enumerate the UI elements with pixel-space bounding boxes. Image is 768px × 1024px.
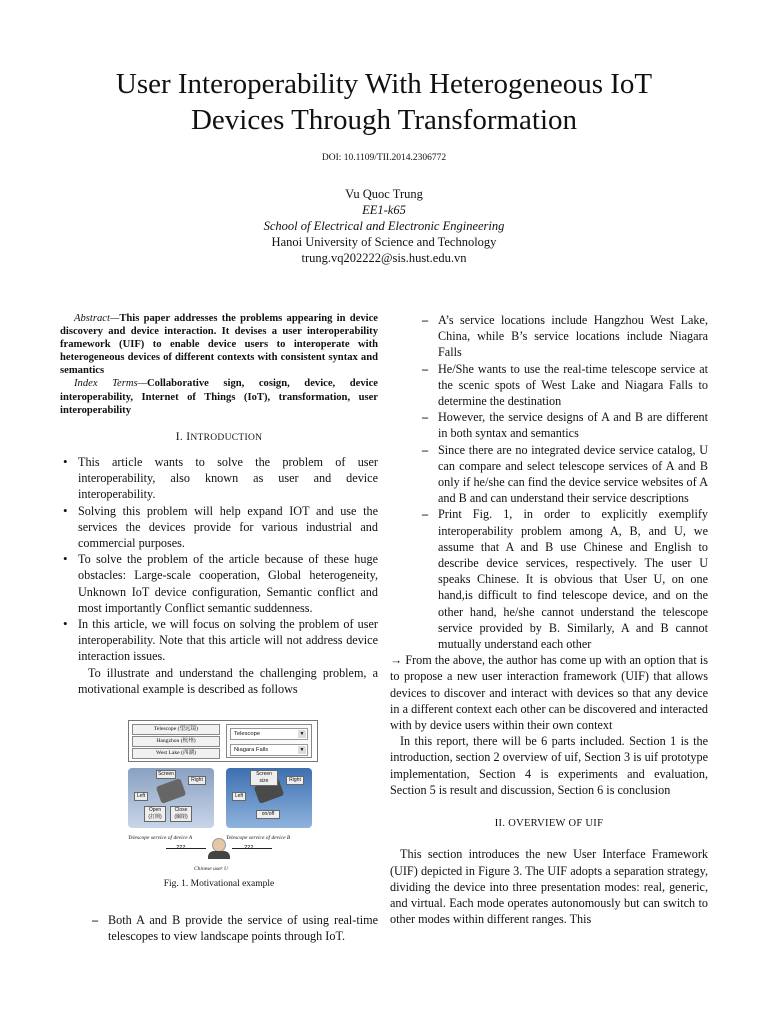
intro-follow-up: To illustrate and understand the challenging problem, a motivational example is described as follows bbox=[78, 665, 378, 696]
figure-btn-left: Left bbox=[134, 792, 148, 801]
intro-heading-first: I bbox=[186, 430, 191, 443]
intro-heading-num: I. bbox=[175, 430, 187, 443]
paper-title bbox=[60, 66, 708, 138]
section-heading-introduction bbox=[60, 429, 378, 446]
question-mark-right: ??? bbox=[244, 845, 254, 851]
figure-btn-close-cn: (關閉) bbox=[174, 814, 188, 820]
device-a-caption: Telescope service of device A bbox=[128, 835, 193, 841]
list-item: – A’s service locations include Hangzhou West Lake, China, while B’s service locations include Niagara Falls bbox=[390, 312, 708, 361]
figure-btn-close bbox=[170, 806, 192, 822]
author-class: EE1-k65 bbox=[362, 203, 406, 217]
figure-btn-right: Right bbox=[286, 776, 304, 785]
doi-line: DOI: 10.1109/TII.2014.2306772 bbox=[321, 153, 447, 163]
figure-select-telescope bbox=[230, 728, 308, 740]
figure-select-location bbox=[230, 744, 308, 756]
figure-btn-screen: Screen bbox=[156, 770, 176, 779]
device-b-caption: Telescope service of device B bbox=[226, 835, 291, 841]
index-terms-lead: Index Terms— bbox=[74, 378, 148, 390]
question-mark-left: ??? bbox=[176, 845, 186, 851]
figure-btn-open bbox=[144, 806, 166, 822]
right-dash-list bbox=[390, 312, 708, 652]
abstract bbox=[60, 312, 378, 377]
abstract-lead: Abstract— bbox=[74, 313, 120, 324]
right-column bbox=[390, 312, 708, 927]
chevron-down-icon: ▼ bbox=[299, 731, 305, 737]
figure-caption: Fig. 1. Motivational example bbox=[163, 879, 275, 889]
section-heading-overview: II. OVERVIEW OF UIF bbox=[494, 818, 604, 830]
figure-1 bbox=[128, 720, 318, 870]
figure-row: Telescope (望远镜) bbox=[132, 724, 220, 735]
left-column bbox=[60, 312, 378, 945]
author-email: trung.vq202222@sis.hust.edu.vn bbox=[301, 251, 467, 265]
figure-row: West Lake (西湖) bbox=[132, 748, 220, 759]
figure-row: Hangzhou (杭州) bbox=[132, 736, 220, 747]
figure-btn-screen-size: Screen size bbox=[250, 770, 278, 786]
paragraph-conclusion-option: → From the above, the author has come up with an option that is to propose a new user interaction framework (UIF) that allows devices to discover and interact with devices so that any device in a different context each other can be discovered and interacted with by device users within their own context bbox=[390, 653, 708, 733]
list-item: – He/She wants to use the real-time telescope service at the scenic spots of West Lake and Niagara Falls to determine the destination bbox=[390, 361, 708, 410]
list-item: – Print Fig. 1, in order to explicitly exemplify interoperability problem among A, B, and U, we assume that A and B use Chinese and English to describe device services, respectively. The user U speaks Chinese. It is obvious that User U, on one hand,is difficult to find telescope device, and on the other hand, he/she cannot understand the telescope service provided by B. Similarly, A and B cannot mutually understand each other bbox=[390, 506, 708, 652]
figure-select-box bbox=[226, 724, 312, 758]
user-caption: Chinese user U bbox=[194, 866, 228, 872]
figure-btn-close-text: Close bbox=[174, 807, 188, 813]
paper-title-line1: User Interoperability With Heterogeneous IoT bbox=[115, 68, 653, 100]
abstract-text: This paper addresses the problems appearing in device discovery and device interaction. It devises a user interoperability framework (UIF) to enable device users to interoperate with heterogeneous devices of different contexts with consistent syntax and semantics bbox=[60, 313, 378, 377]
figure-selector-panel bbox=[128, 720, 318, 762]
figure-select-label: Niagara Falls bbox=[234, 747, 269, 753]
list-item: • Solving this problem will help expand IOT and use the services the devices provide for various industrial and commercial purposes. bbox=[60, 503, 378, 552]
figure-btn-onoff: on/off bbox=[256, 810, 280, 819]
paper-title-line2: Devices Through Transformation bbox=[190, 104, 578, 136]
user-body bbox=[208, 851, 230, 859]
index-terms bbox=[60, 377, 378, 416]
telescope-icon bbox=[156, 778, 187, 804]
left-dash-list bbox=[60, 912, 378, 944]
list-item: • To solve the problem of the article because of these huge obstacles: Large-scale cooperation, Global heterogeneity, Unknown IoT device configuration, Semantic conflict and most importantly Conflict semantic suddenness. bbox=[60, 551, 378, 616]
author-block bbox=[0, 186, 768, 266]
author-school: School of Electrical and Electronic Engineering bbox=[263, 219, 505, 233]
paragraph-uif-overview: This section introduces the new User Interface Framework (UIF) depicted in Figure 3. The UIF adopts a separation strategy, dividing the device into three presentation modes: real, generic, and virtual. Each mode operates autonomously but can switch to other modes within different ranges. This bbox=[390, 847, 708, 927]
intro-heading-rest: NTRODUCTION bbox=[190, 432, 263, 443]
paragraph-report-structure: In this report, there will be 6 parts included. Section 1 is the introduction, section 2 overview of uif, Section 3 is uif prototype implementation, Section 4 is experiments and evaluation, Section 5 is result and discussion, Section 6 is conclusion bbox=[390, 734, 708, 797]
figure-btn-left: Left bbox=[232, 792, 246, 801]
device-b-illustration bbox=[226, 768, 312, 828]
list-item: – However, the service designs of A and B are different in both syntax and semantics bbox=[390, 409, 708, 441]
figure-btn-open-text: Open bbox=[148, 807, 162, 813]
list-item: • In this article, we will focus on solving the problem of user interoperability. Note that this article will not address device interaction issues. bbox=[60, 616, 378, 665]
index-terms-text: Collaborative sign, cosign, device, device interoperability, Internet of Things (IoT), transformation, user interoperability bbox=[60, 378, 378, 416]
figure-select-label: Telescope bbox=[234, 731, 261, 737]
figure-btn-open-cn: (打開) bbox=[148, 814, 162, 820]
list-item: – Since there are no integrated device service catalog, U can compare and select telescope services of A and B only if he/she can find the device service websites of A and B and can understand their service descriptions bbox=[390, 442, 708, 507]
list-item: – Both A and B provide the service of using real-time telescopes to view landscape points through IoT. bbox=[60, 912, 378, 944]
device-a-illustration bbox=[128, 768, 214, 828]
author-university: Hanoi University of Science and Technology bbox=[271, 235, 497, 249]
user-avatar bbox=[212, 838, 226, 852]
list-item: • This article wants to solve the problem of user interoperability, also known as user and device interoperability. bbox=[60, 454, 378, 503]
author-name: Vu Quoc Trung bbox=[345, 187, 423, 201]
intro-bullet-list bbox=[60, 454, 378, 665]
chevron-down-icon: ▼ bbox=[299, 747, 305, 753]
arrow-to-device-a bbox=[166, 848, 206, 849]
figure-btn-right: Right bbox=[188, 776, 206, 785]
